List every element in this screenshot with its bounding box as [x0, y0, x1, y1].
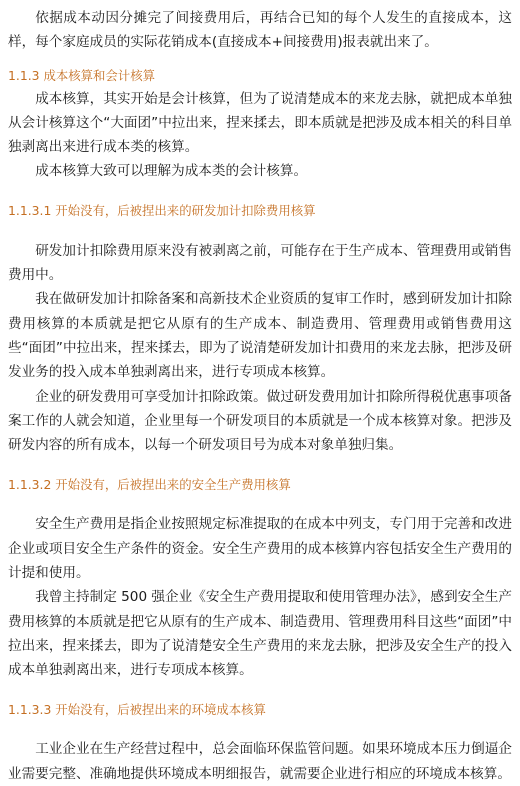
section-heading-1-1-3-3: 1.1.3.3 开始没有，后被捏出来的环境成本核算 — [8, 701, 266, 717]
paragraph-safety-experience: 我曾主持制定 500 强企业《安全生产费用提取和使用管理办法》，感到安全生产费用核算的本质就是把它从原有的生产成本、制造费用、管理费用科目这些“面团”中拉出来，捏来揉去，即为了说清楚安全生产费用的来龙去脉，把涉及安全生产的投入成本单独剥离出来，进行专项成本核算。 — [8, 589, 512, 679]
paragraph-rd-policy: 企业的研发费用可享受加计扣除政策。做过研发费用加计扣除所得税优惠事项备案工作的人就会知道，企业里每一个研发项目的本质就是一个成本核算对象。把涉及研发内容的所有成本，以每一个研发项目号为成本对象单独归集。 — [8, 388, 512, 454]
paragraph-safety-definition: 安全生产费用是指企业按照规定标准提取的在成本中列支，专门用于完善和改进企业或项目安全生产条件的资金。安全生产费用的成本核算内容包括安全生产费用的计提和使用。 — [8, 516, 512, 581]
section-heading-1-1-3: 1.1.3 成本核算和会计核算 — [8, 67, 155, 83]
paragraph-intro: 依据成本动因分摊完了间接费用后，再结合已知的每个人发生的直接成本，这样，每个家庭成员的实际花销成本(直接成本+间接费用)报表就出来了。 — [8, 10, 512, 51]
paragraph-rd-experience: 我在做研发加计扣除备案和高新技术企业资质的复审工作时，感到研发加计扣除费用核算的本质就是把它从原有的生产成本、制造费用、管理费用或销售费用这些“面团”中拉出来，捏来揉去，即为了说清楚研发加计扣费用的来龙去脉，把涉及研发业务的投入成本单独剥离出来，进行专项成本核算。 — [8, 291, 512, 381]
section-heading-1-1-3-2: 1.1.3.2 开始没有，后被捏出来的安全生产费用核算 — [8, 476, 291, 492]
paragraph-rd-origin: 研发加计扣除费用原来没有被剥离之前，可能存在于生产成本、管理费用或销售费用中。 — [8, 242, 512, 284]
paragraph-cost-accounting: 成本核算，其实开始是会计核算，但为了说清楚成本的来龙去脉，就把成本单独从会计核算这个“大面团”中拉出来，捏来揉去，即本质就是把涉及成本相关的科目单独剥离出来进行成本类的核算。 — [8, 90, 512, 156]
section-heading-1-1-3-1: 1.1.3.1 开始没有，后被捏出来的研发加计扣除费用核算 — [8, 203, 316, 219]
paragraph-environment: 工业企业在生产经营过程中，总会面临环保监管问题。如果环境成本压力倒逼企业需要完整、准确地提供环境成本明细报告，就需要企业进行相应的环境成本核算。 — [8, 741, 512, 782]
paragraph-cost-accounting-summary: 成本核算大致可以理解为成本类的会计核算。 — [35, 163, 308, 180]
